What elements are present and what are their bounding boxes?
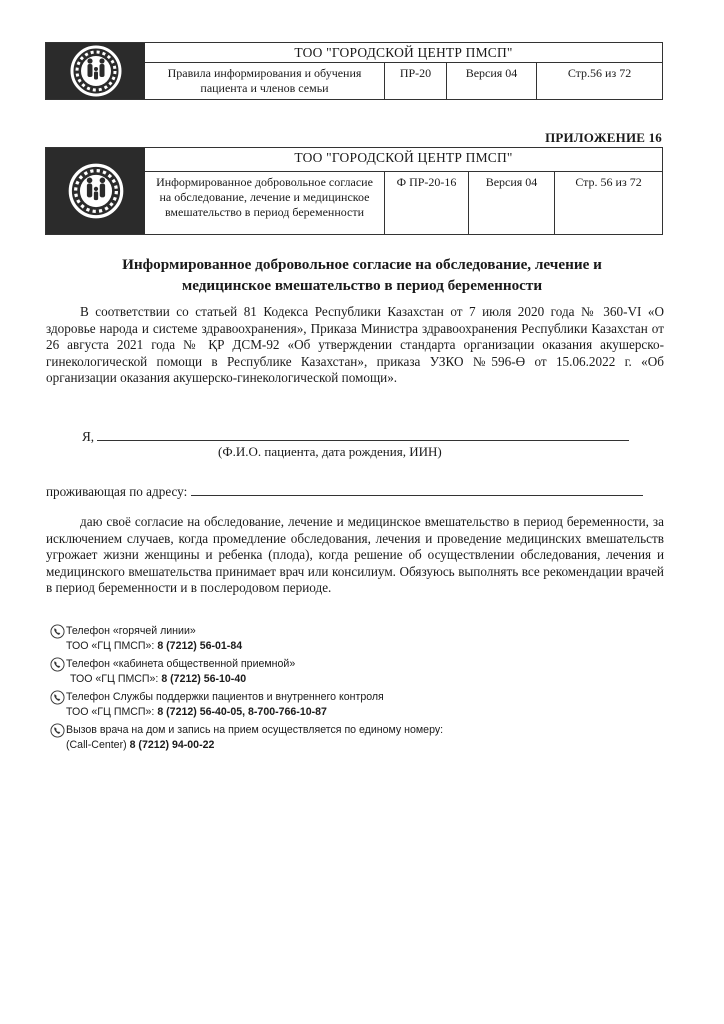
doc-title: Информированное добровольное согласие на обследование, лечение и медицинское вмешательство в период беременности — [145, 172, 385, 235]
family-emblem-icon — [66, 161, 126, 221]
header-table-rules — [45, 42, 663, 100]
org-name: ТОО "ГОРОДСКОЙ ЦЕНТР ПМСП" — [145, 148, 663, 172]
contact-hotline — [50, 624, 242, 654]
contact-number: 8 (7212) 56-01-84 — [157, 640, 243, 652]
doc-page: Стр. 56 из 72 — [555, 172, 663, 235]
consent-paragraph — [46, 514, 664, 597]
i-label: Я, — [82, 429, 95, 444]
contact-line — [50, 705, 384, 720]
contact-prefix: ТОО «ГЦ ПМСП»: — [70, 673, 162, 685]
family-emblem-icon — [68, 45, 124, 97]
fio-row — [82, 426, 629, 445]
contact-line — [50, 738, 443, 753]
intro-text: В соответствии со статьей 81 Кодекса Республики Казахстан от 7 июля 2020 года № 360-VI «О здоровье народа и системе здравоохранения», Приказа Министра здравоохранения Республики Казахстан от 26 августа 2021 года № ҚР ДСМ-92 «Об утверждении стандарта организации оказания акушерско-гинекологической помощи в Республике Казахстан», приказа УЗКО №596-Ө от 15.06.2022 г. «Об организации оказания акушерско-гинекологической помощи». — [46, 304, 664, 385]
org-name: ТОО "ГОРОДСКОЙ ЦЕНТР ПМСП" — [145, 43, 663, 63]
fio-field[interactable] — [97, 426, 629, 441]
contact-label: Вызов врача на дом и запись на прием осуществляется по единому номеру: — [66, 724, 444, 736]
fio-hint: (Ф.И.О. пациента, дата рождения, ИИН) — [218, 444, 442, 459]
address-label: проживающая по адресу: — [46, 484, 188, 499]
contact-number: 8 (7212) 56-10-40 — [161, 673, 247, 685]
phone-icon — [50, 657, 65, 672]
contact-prefix: ТОО «ГЦ ПМСП»: — [66, 706, 158, 718]
logo-cell — [46, 43, 145, 100]
address-row — [46, 481, 643, 500]
contact-prefix: (Call-Center) — [66, 739, 130, 751]
address-field[interactable] — [191, 481, 643, 496]
contact-line — [50, 639, 242, 654]
contact-label: Телефон «кабинета общественной приемной» — [66, 658, 296, 670]
consent-text: даю своё согласие на обследование, лечение и медицинское вмешательство в период беременности, за исключением случаев, когда промедление обследования, лечения и проведение медицинских вмешательств угрожает жизни женщины и ребенка (плода), когда решение об осуществлении обследования, лечения и медицинского вмешательства принимает врач или консилиум. Обязуюсь выполнять все рекомендации врачей в период беременности и в послеродовом периоде. — [46, 514, 664, 595]
phone-icon — [50, 723, 65, 738]
phone-icon — [50, 690, 65, 705]
header-table-form — [45, 147, 663, 235]
logo-cell — [46, 148, 145, 235]
contact-call-center — [50, 723, 443, 753]
title-line: Информированное добровольное согласие на обследование, лечение и — [122, 256, 602, 273]
contact-line — [50, 672, 295, 687]
title-line: медицинское вмешательство в период беременности — [181, 277, 543, 294]
contact-number: 8 (7212) 94-00-22 — [129, 739, 215, 751]
contact-label: Телефон «горячей линии» — [66, 625, 196, 637]
phone-icon — [50, 624, 65, 639]
contact-prefix: ТОО «ГЦ ПМСП»: — [66, 640, 158, 652]
contact-label: Телефон Службы поддержки пациентов и внутреннего контроля — [66, 691, 384, 703]
doc-title: Правила информирования и обучения пациента и членов семьи — [145, 63, 385, 100]
appendix-label: ПРИЛОЖЕНИЕ 16 — [545, 130, 662, 145]
document-title — [50, 254, 674, 296]
doc-page: Стр.56 из 72 — [537, 63, 663, 100]
doc-code: Ф ПР-20-16 — [385, 172, 469, 235]
doc-version: Версия 04 — [469, 172, 555, 235]
doc-code: ПР-20 — [385, 63, 447, 100]
contact-reception — [50, 657, 295, 687]
intro-paragraph — [46, 304, 664, 387]
contact-number: 8 (7212) 56-40-05, 8-700-766-10-87 — [157, 706, 327, 718]
doc-version: Версия 04 — [447, 63, 537, 100]
contact-support — [50, 690, 384, 720]
